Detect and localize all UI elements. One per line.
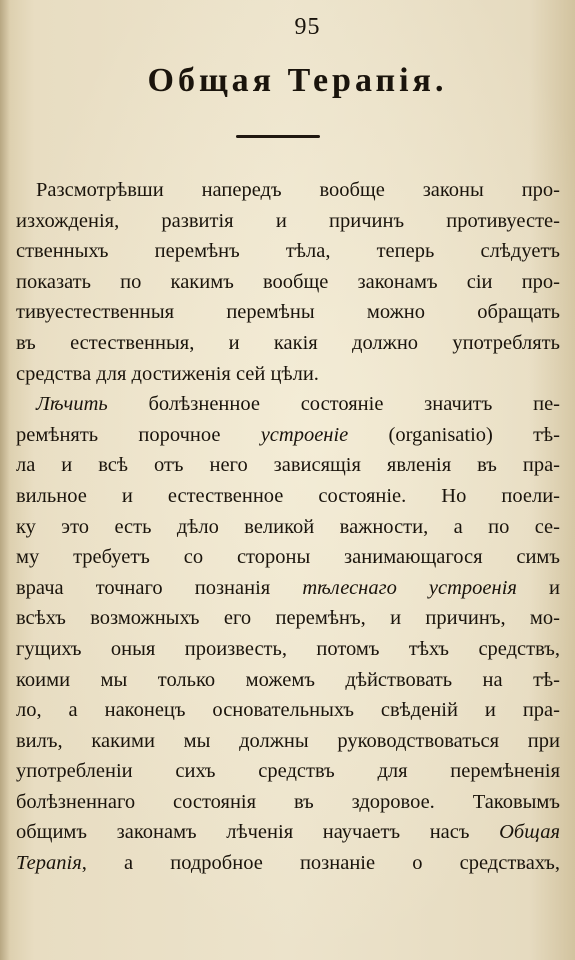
emphasized-text: тѣлеснаго устроенія	[302, 576, 517, 599]
text-segment: ремѣнять порочное	[16, 423, 261, 446]
text-line	[16, 573, 560, 604]
text-segment: коими мы только можемъ дѣйствовать на тѣ-	[16, 668, 560, 691]
text-segment: му требуетъ со стороны занимающагося симъ	[16, 546, 560, 569]
text-segment: изхожденія, развитія и причинъ противуесте-	[16, 209, 560, 232]
text-line	[16, 389, 560, 420]
text-line	[16, 665, 560, 696]
text-line	[16, 817, 560, 848]
text-segment: употребленіи сихъ средствъ для перемѣненія	[16, 760, 560, 783]
text-line	[16, 359, 560, 390]
text-line	[16, 206, 560, 237]
emphasized-text: Терапія	[16, 852, 82, 875]
text-segment: болѣзненнаго состоянія въ здоровое. Таковымъ	[16, 790, 560, 813]
text-segment: вилъ, какими мы должны руководствоваться при	[16, 729, 560, 752]
text-line	[16, 175, 560, 206]
text-line	[16, 848, 560, 879]
text-line	[16, 634, 560, 665]
text-segment: ку это есть дѣло великой важности, а по се-	[16, 515, 560, 538]
text-segment: врача точнаго познанія	[16, 576, 303, 599]
text-line	[16, 297, 560, 328]
text-line	[16, 603, 560, 634]
text-line	[16, 542, 560, 573]
text-line	[16, 512, 560, 543]
text-segment: (organisatio) тѣ-	[348, 423, 560, 446]
text-segment: всѣхъ возможныхъ его перемѣнъ, и причинъ, мо-	[16, 607, 560, 630]
body-text	[16, 175, 560, 879]
text-segment: вильное и естественное состояніе. Но поели-	[16, 484, 560, 507]
text-segment: средства для достиженія сей цѣли.	[16, 362, 319, 385]
text-segment: гущихъ оныя произвесть, потомъ тѣхъ средствъ,	[16, 637, 560, 660]
text-segment: показать по какимъ вообще законамъ сіи про-	[16, 270, 560, 293]
text-segment: ственныхъ перемѣнъ тѣла, теперь слѣдуетъ	[16, 240, 560, 263]
emphasized-text: Лѣчить	[36, 393, 108, 416]
spine-shadow	[0, 0, 10, 960]
emphasized-text: Общая	[499, 821, 560, 844]
text-segment: въ естественныя, и какія должно употреблять	[16, 331, 560, 354]
text-segment: болѣзненное состояніе значитъ пе-	[107, 393, 560, 416]
text-segment: тивуестественныя перемѣны можно обращать	[16, 301, 560, 324]
text-segment: и	[516, 576, 560, 599]
text-segment: Разсмотрѣвши напередъ вообще законы про-	[36, 179, 560, 201]
chapter-title: Общая Терапія.	[147, 62, 448, 99]
text-line	[16, 267, 560, 298]
text-line	[16, 695, 560, 726]
page-number: 95	[294, 14, 321, 40]
text-segment: ло, а наконецъ основательныхъ свѣденій и пра-	[16, 699, 560, 722]
text-segment: ла и всѣ отъ него зависящія явленія въ пра-	[16, 454, 560, 477]
text-line	[16, 787, 560, 818]
text-line	[16, 756, 560, 787]
text-line	[16, 328, 560, 359]
text-line	[16, 481, 560, 512]
text-line	[16, 450, 560, 481]
text-line	[16, 420, 560, 451]
text-line	[16, 726, 560, 757]
text-segment: , а подробное познаніе о средствахъ,	[81, 852, 560, 875]
text-line	[16, 236, 560, 267]
emphasized-text: устроеніе	[260, 423, 349, 446]
text-segment: общимъ законамъ лѣченія научаетъ насъ	[16, 821, 500, 844]
title-divider	[236, 135, 320, 138]
